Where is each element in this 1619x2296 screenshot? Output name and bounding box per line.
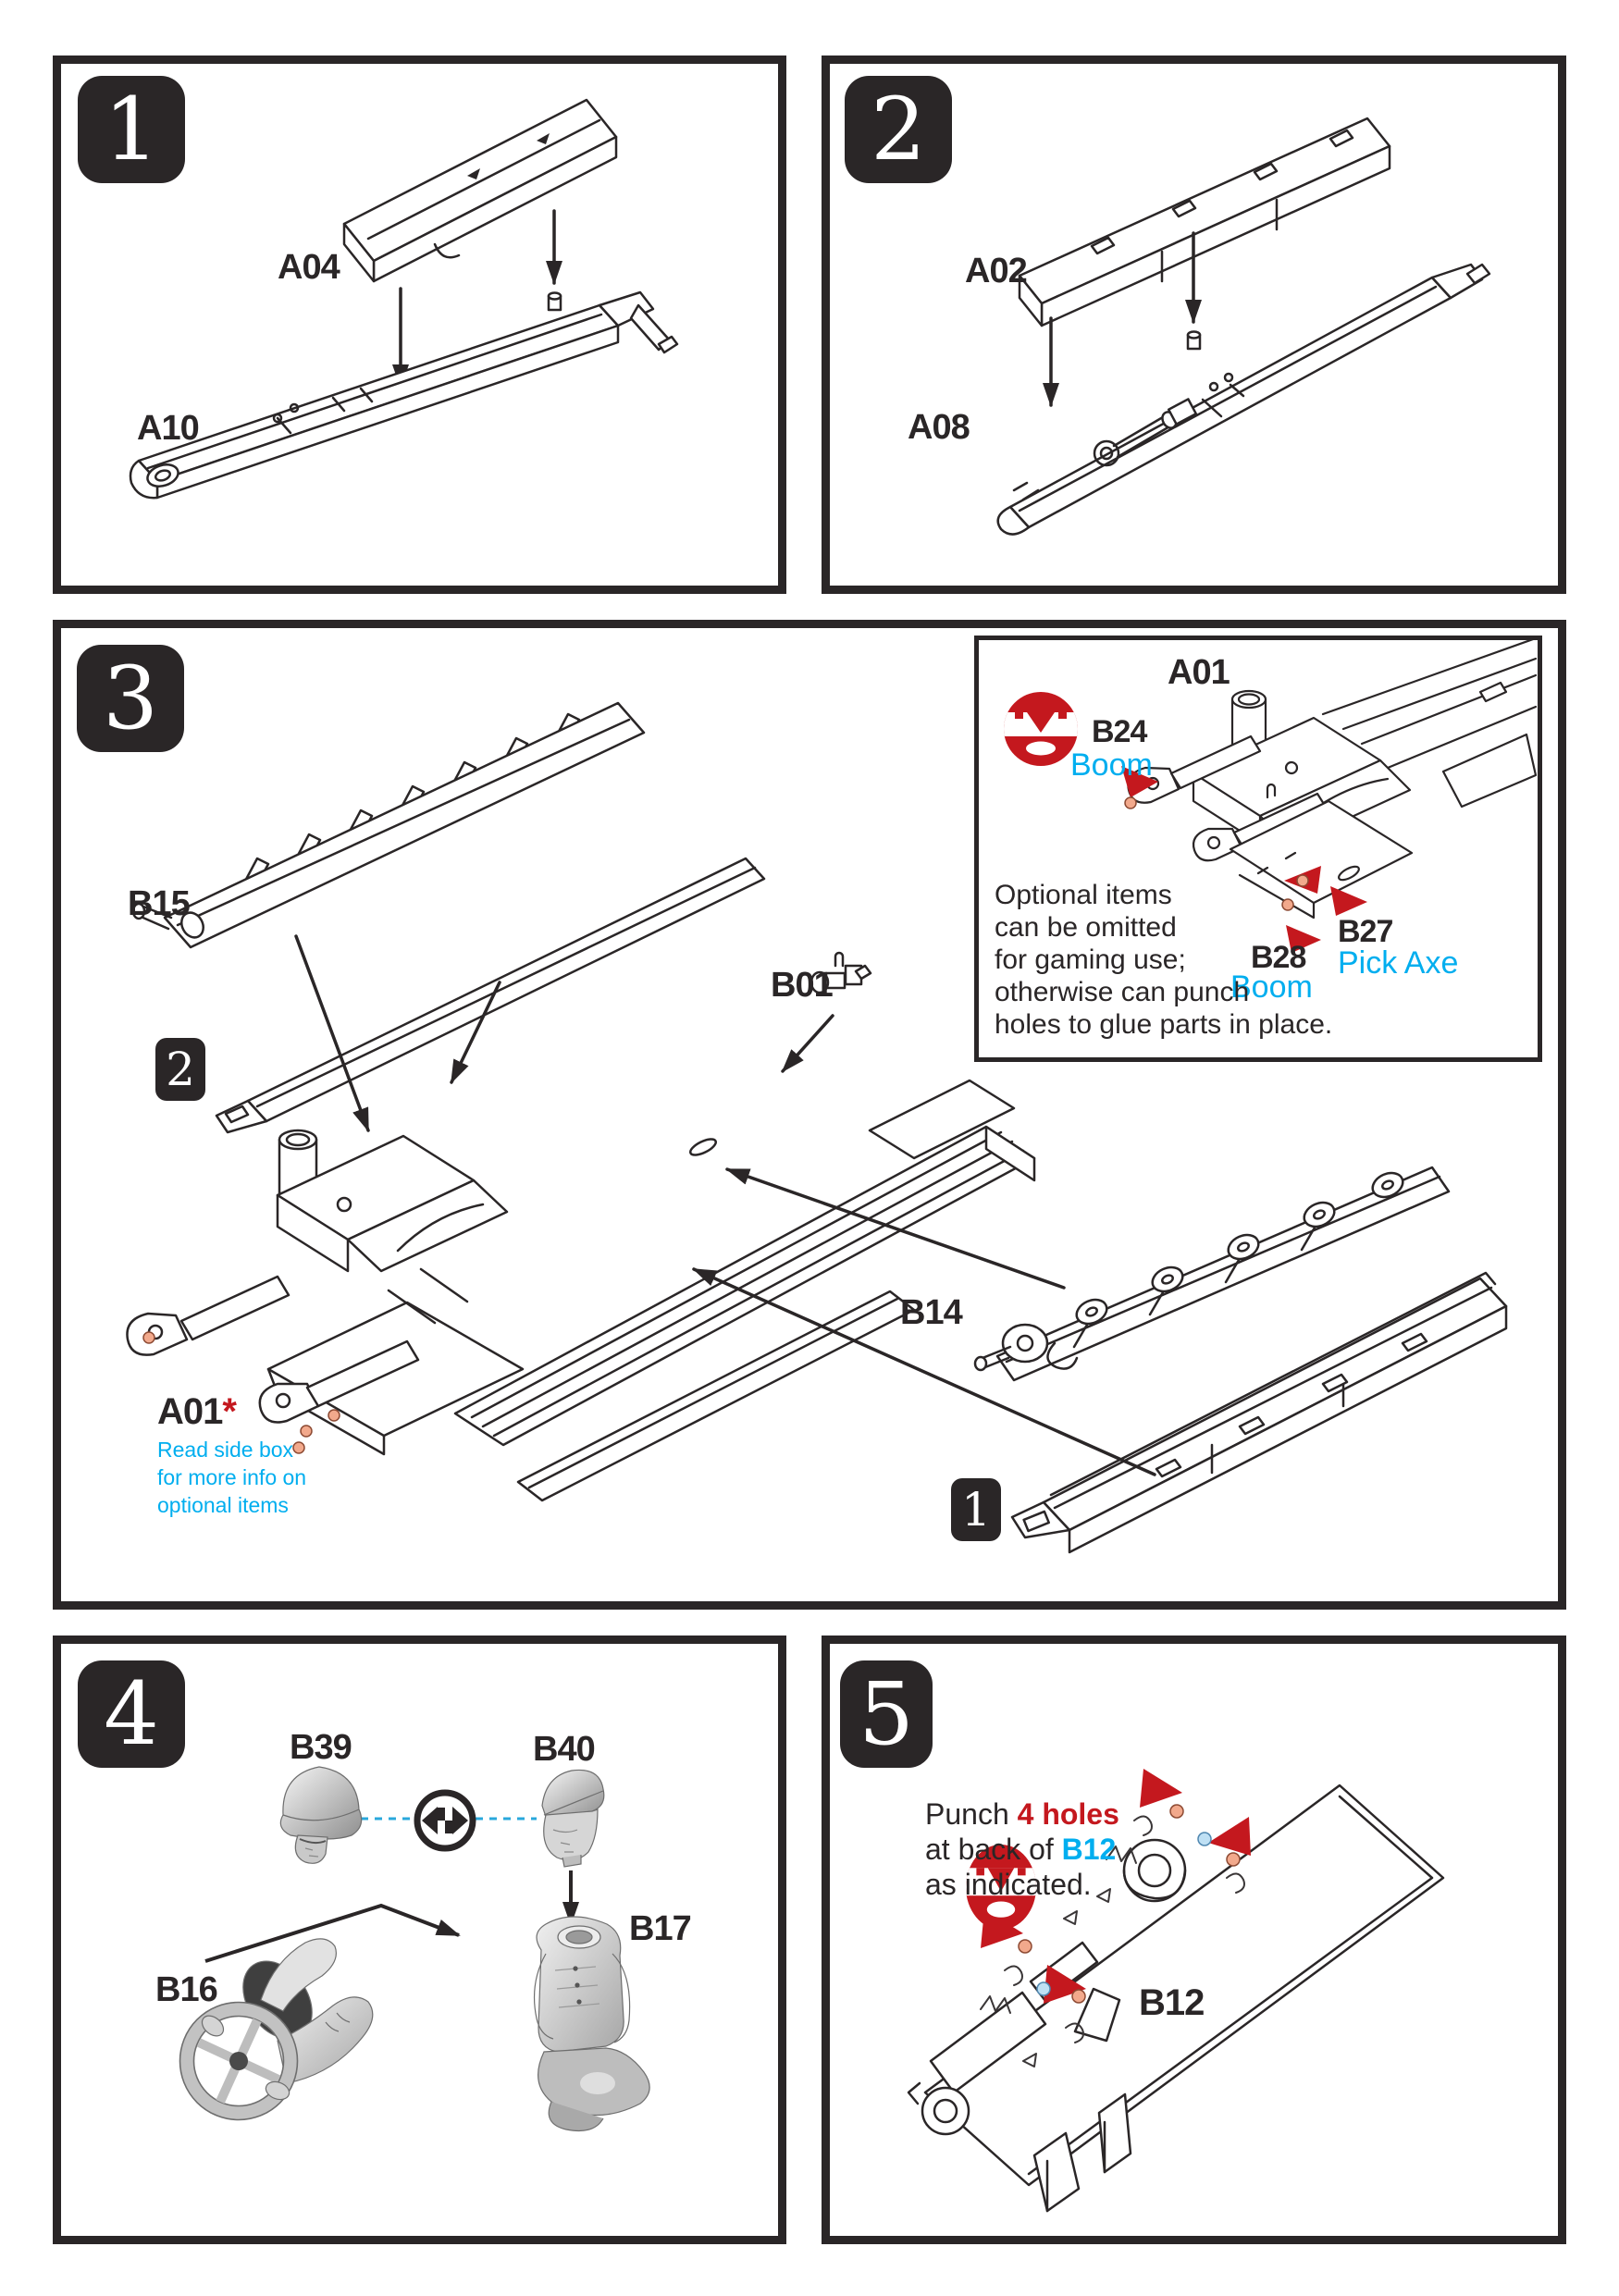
inset-label-b24-sub: Boom: [1070, 747, 1153, 783]
swap-arrows-icon: [417, 1793, 473, 1848]
step2-number: 2: [871, 79, 926, 180]
part-label-b15: B15: [128, 884, 190, 923]
part-label-b16: B16: [155, 1970, 217, 2009]
part-label-a04: A04: [278, 248, 340, 287]
inset-label-b27: B27: [1338, 914, 1393, 949]
instruction-line: at back of B12: [925, 1833, 1117, 1866]
step3-number: 3: [103, 648, 158, 749]
step5-number: 5: [859, 1663, 914, 1765]
a01-note-line: for more info on: [157, 1465, 307, 1489]
step5-drawing: [830, 1644, 1558, 2236]
inset-note-line: for gaming use;: [995, 944, 1186, 975]
step2-number-badge: [845, 76, 952, 183]
step3-sub-badge-2: 2: [155, 1038, 205, 1101]
part-rail2-drawing: [216, 858, 764, 1132]
inset-label-b24: B24: [1092, 714, 1147, 749]
step4-number-badge: [78, 1660, 185, 1768]
part-b39-head: [280, 1767, 361, 1863]
step1-number: 1: [104, 79, 159, 180]
part-label-b39: B39: [290, 1728, 352, 1767]
inset-note: [995, 879, 1332, 1041]
punch-icon: [1004, 692, 1078, 766]
inset-note-line: can be omitted: [995, 912, 1177, 943]
inset-label-b28: B28: [1251, 940, 1306, 975]
a01-note-line: Read side box: [157, 1438, 294, 1462]
part-b15-drawing: [133, 703, 644, 947]
part-label-b12: B12: [1139, 1982, 1205, 2023]
step3-sub-badge-1: 1: [951, 1478, 1001, 1541]
step1-number-badge: [78, 76, 185, 183]
inset-note-line: Optional items: [995, 880, 1172, 910]
part-label-b01: B01: [771, 966, 833, 1005]
instruction-line: as indicated.: [925, 1868, 1092, 1901]
step3-number-badge: [77, 645, 184, 752]
inset-label-b28-sub: Boom: [1230, 969, 1313, 1005]
step5-instruction: [925, 1796, 1119, 1902]
part-label-a02: A02: [965, 252, 1027, 290]
part-label-b40: B40: [533, 1730, 595, 1769]
part-b16-wheel: [180, 1939, 373, 2120]
part-label-b17: B17: [629, 1909, 691, 1948]
a01-note-line: optional items: [157, 1493, 289, 1517]
part-label-b14: B14: [900, 1293, 962, 1332]
part-label-a08: A08: [908, 408, 970, 447]
part-b40-head: [542, 1770, 604, 1867]
instruction-line: Punch 4 holes: [925, 1797, 1119, 1831]
part-label-a01: A01*: [157, 1391, 236, 1432]
step4-number: 4: [104, 1663, 159, 1765]
inset-note-line: otherwise can punch: [995, 977, 1250, 1007]
part-label-a10: A10: [137, 409, 199, 448]
inset-note-line: holes to glue parts in place.: [995, 1009, 1333, 1040]
inset-label-b27-sub: Pick Axe: [1338, 945, 1459, 981]
inset-label-a01: A01: [1168, 653, 1230, 692]
a01-note: [157, 1436, 306, 1519]
step5-number-badge: [840, 1660, 933, 1768]
